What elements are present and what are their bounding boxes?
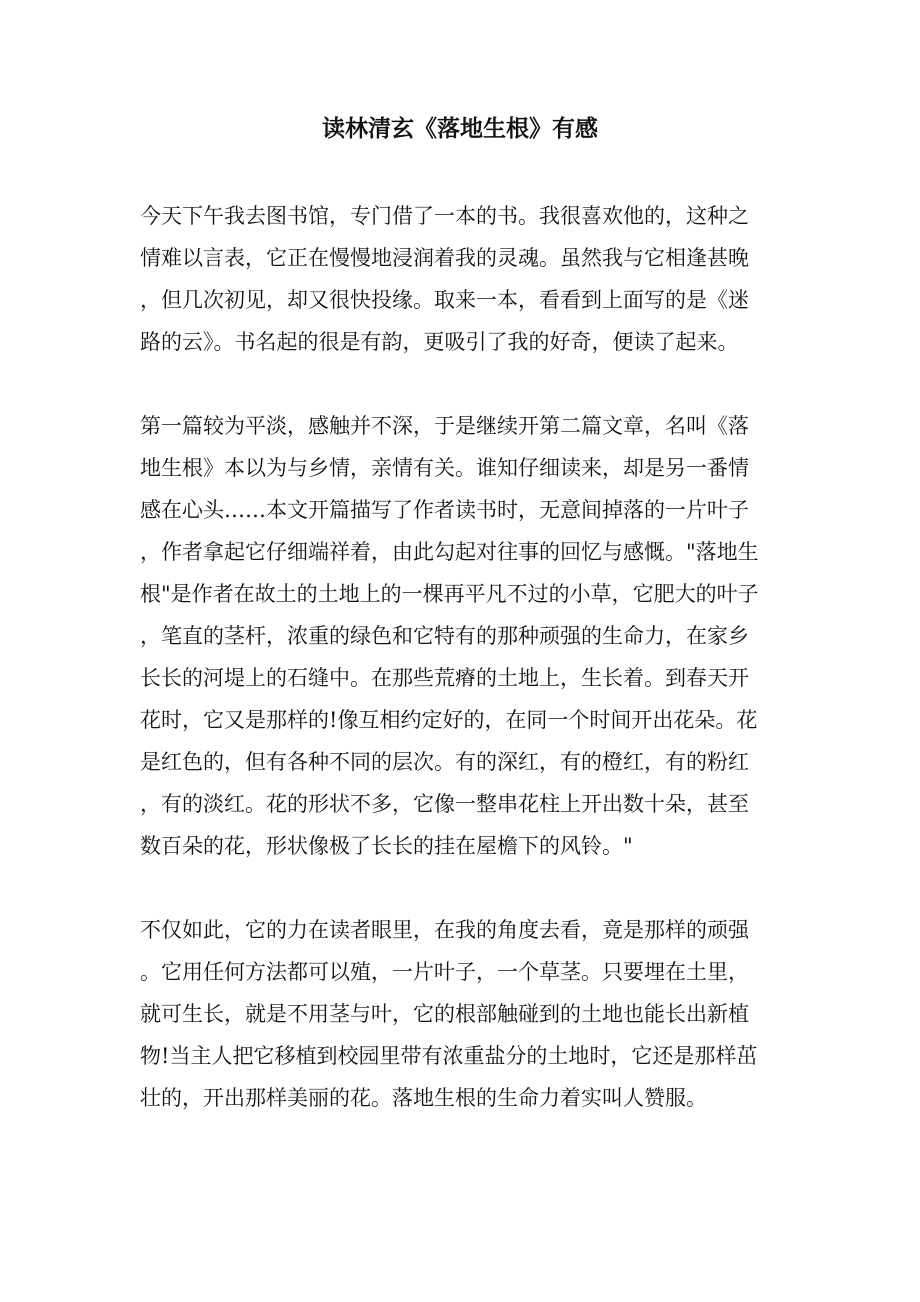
text-line: 第一篇较为平淡，感触并不深，于是继续开第二篇文章，名叫《落: [140, 414, 749, 438]
text-line: 是红色的，但有各种不同的层次。有的深红，有的橙红，有的粉红: [140, 750, 749, 774]
text-line: ，有的淡红。花的形状不多，它像一整串花柱上开出数十朵，甚至: [140, 792, 749, 816]
text-line: 。它用任何方法都可以殖，一片叶子，一个草茎。只要埋在土里，: [140, 960, 749, 984]
paragraph-2: [140, 405, 780, 867]
paragraph-1: [140, 195, 780, 363]
text-line: 壮的，开出那样美丽的花。落地生根的生命力着实叫人赞服。: [140, 1086, 707, 1110]
text-line: ，笔直的茎杆，浓重的绿色和它特有的那种顽强的生命力，在家乡: [140, 624, 749, 648]
document-title: 读林清玄《落地生根》有感: [322, 115, 598, 142]
text-line: 就可生长，就是不用茎与叶，它的根部触碰到的土地也能长出新植: [140, 1002, 749, 1026]
paragraph-3: [140, 909, 780, 1119]
text-line: 数百朵的花，形状像极了长长的挂在屋檐下的风铃。": [140, 834, 633, 858]
text-line: ，但几次初见，却又很快投缘。取来一本，看看到上面写的是《迷: [140, 288, 749, 312]
text-line: ，作者拿起它仔细端祥着，由此勾起对往事的回忆与感慨。"落地生: [140, 540, 759, 564]
text-line: 长长的河堤上的石缝中。在那些荒瘠的土地上，生长着。到春天开: [140, 666, 749, 690]
text-line: 花时，它又是那样的!像互相约定好的，在同一个时间开出花朵。花: [140, 708, 758, 732]
text-line: 感在心头……本文开篇描写了作者读书时，无意间掉落的一片叶子: [140, 498, 749, 522]
text-line: 地生根》本以为与乡情，亲情有关。谁知仔细读来，却是另一番情: [140, 456, 749, 480]
text-line: 根"是作者在故土的土地上的一棵再平凡不过的小草，它肥大的叶子: [140, 582, 759, 606]
text-line: 物!当主人把它移植到校园里带有浓重盐分的土地时，它还是那样茁: [140, 1044, 758, 1068]
text-line: 不仅如此，它的力在读者眼里，在我的角度去看，竟是那样的顽强: [140, 918, 749, 942]
text-line: 情难以言表，它正在慢慢地浸润着我的灵魂。虽然我与它相逢甚晚: [140, 246, 749, 270]
text-line: 路的云》。书名起的很是有韵，更吸引了我的好奇，便读了起来。: [140, 330, 739, 354]
text-line: 今天下午我去图书馆，专门借了一本的书。我很喜欢他的，这种之: [140, 204, 749, 228]
